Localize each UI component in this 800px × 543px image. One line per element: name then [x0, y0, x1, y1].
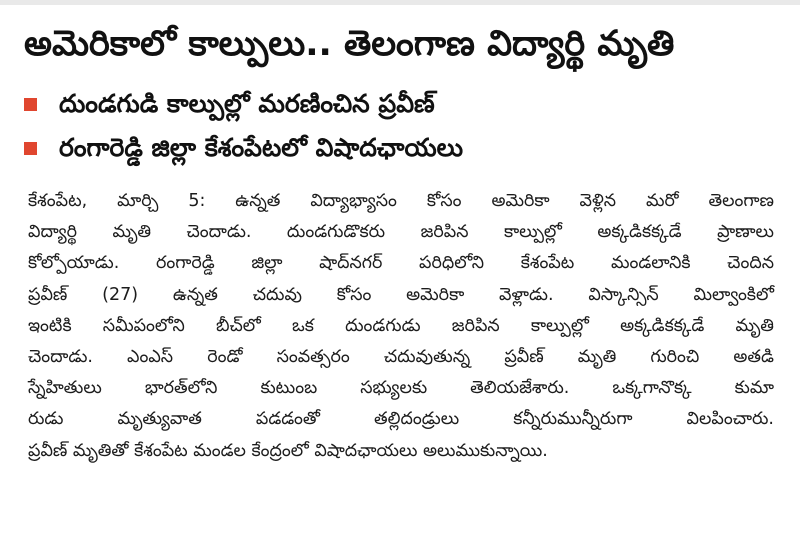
subhead-item [24, 126, 784, 170]
square-bullet-icon [24, 98, 37, 111]
headline: అమెరికాలో కాల్పులు.. తెలంగాణ విద్యార్థి మృతి [24, 24, 675, 64]
top-divider [0, 0, 800, 5]
body-line: కేశంపేట, మార్చి 5: ఉన్నత విద్యాభ్యాసం కోసం అమెరికా వెళ్లిన మరో తెలంగాణ [28, 191, 774, 211]
subhead-text: రంగారెడ్డి జిల్లా కేశంపేటలో విషాదఛాయలు [59, 133, 463, 162]
square-bullet-icon [24, 142, 37, 155]
body-line: కోల్పోయాడు. రంగారెడ్డి జిల్లా షాద్‌నగర్ పరిధిలోని కేశంపేట మండలానికి చెందిన [28, 253, 774, 274]
body-line: రుడు మృత్యువాత పడడంతో తల్లిదండ్రులు కన్నీరుమున్నీరుగా విలపించారు. [28, 409, 774, 430]
body-line: విద్యార్థి మృతి చెందాడు. దుండగుడొకరు జరిపిన కాల్పుల్లో అక్కడికక్కడే ప్రాణాలు [28, 222, 774, 243]
body-line: చెందాడు. ఎంఎస్ రెండో సంవత్సరం చదువుతున్న ప్రవీణ్ మృతి గురించి అతడి [28, 347, 774, 368]
body-line: స్నేహితులు భారత్‌లోని కుటుంబ సభ్యులకు తెలియజేశారు. ఒక్కగానొక్క కుమా [28, 378, 774, 399]
article-body [28, 186, 774, 467]
subhead-text: దుండగుడి కాల్పుల్లో మరణించిన ప్రవీణ్ [59, 89, 435, 118]
subhead-item [24, 82, 784, 126]
body-line: ప్రవీణ్ మృతితో కేశంపేట మండల కేంద్రంలో విషాదఛాయలు అలుముకున్నాయి. [28, 440, 548, 461]
body-line: ఇంటికి సమీపంలోని బీచ్‌లో ఒక దుండగుడు జరిపిన కాల్పుల్లో అక్కడికక్కడే మృతి [28, 315, 774, 336]
subheads [24, 82, 784, 170]
body-line: ప్రవీణ్ (27) ఉన్నత చదువు కోసం అమెరికా వెళ్లాడు. విస్కాన్సిన్ మిల్వాంకిలో [28, 284, 774, 305]
